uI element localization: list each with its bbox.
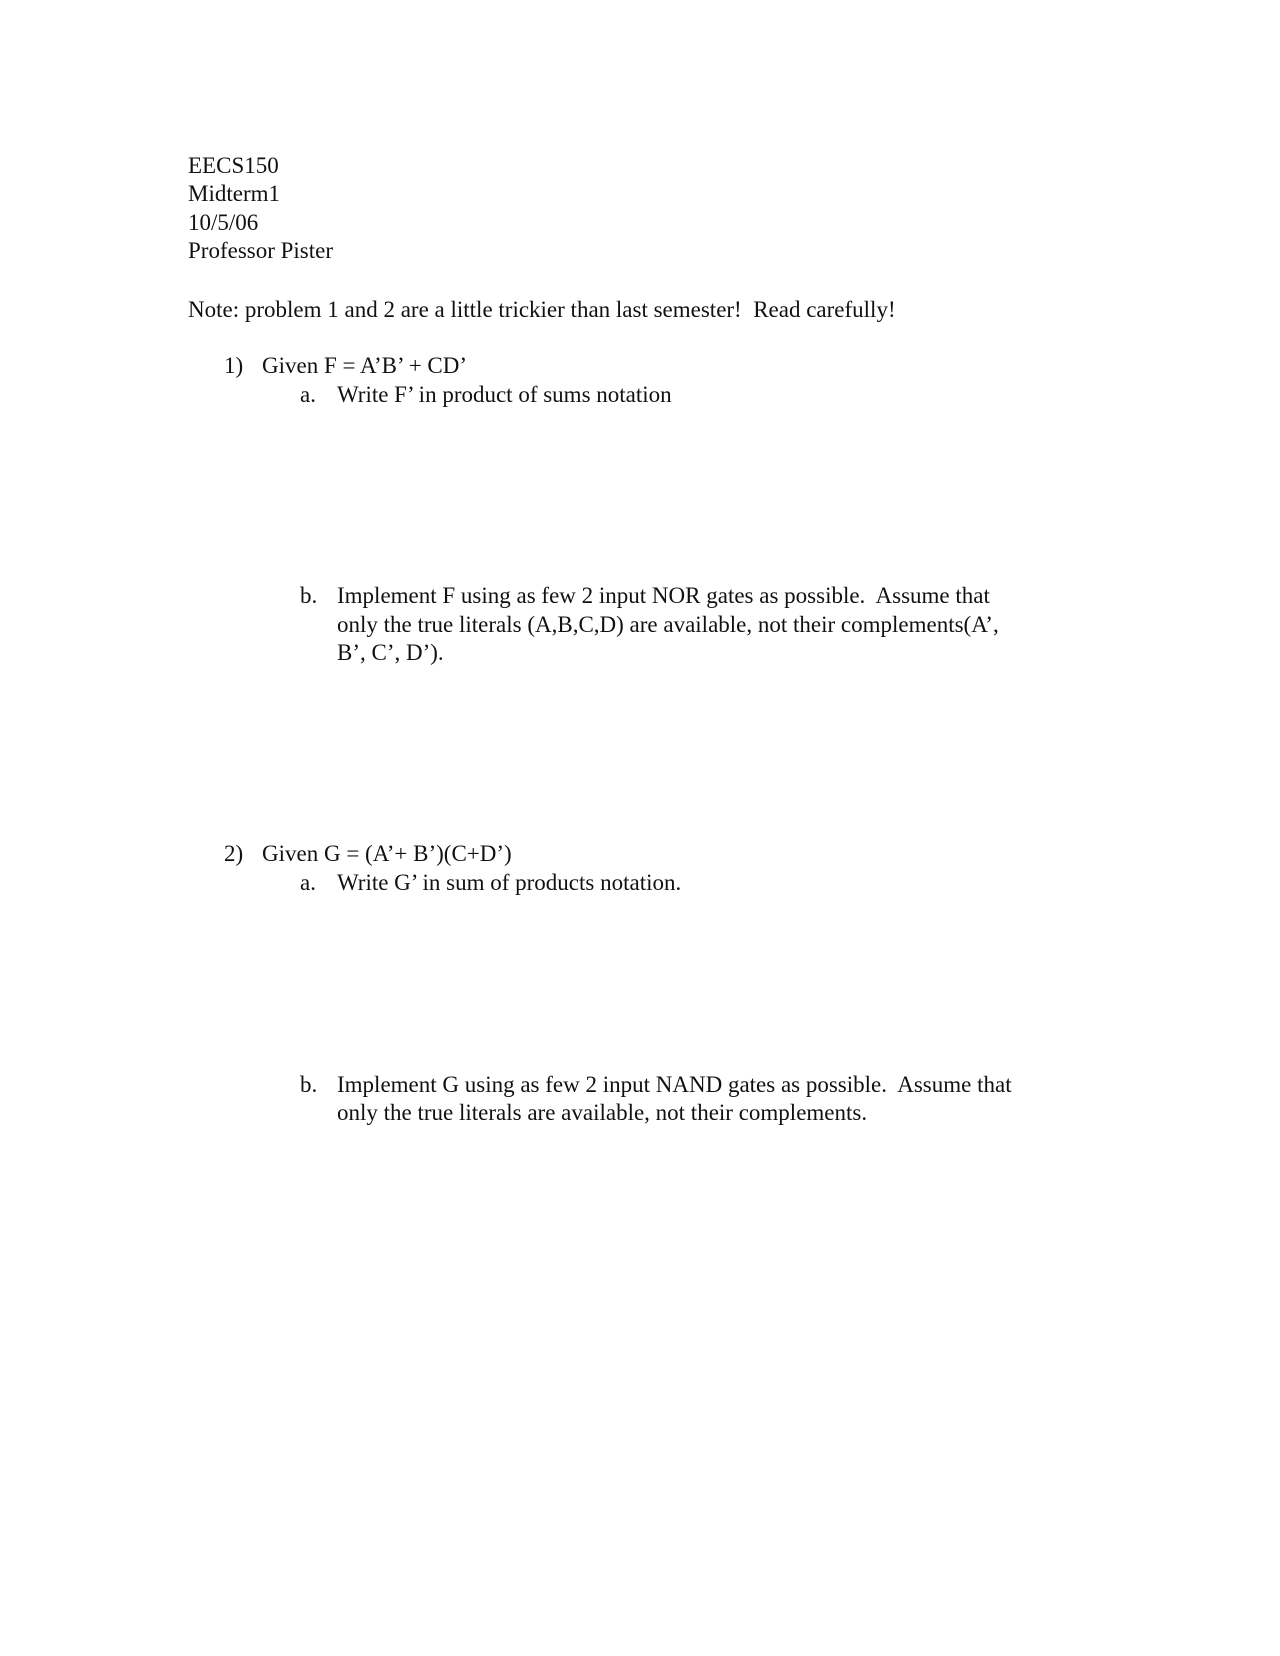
question-1b-text-line-1: Implement F using as few 2 input NOR gates as possible. Assume that xyxy=(337,583,990,608)
instructor-name: Professor Pister xyxy=(188,238,334,263)
question-2-number: 2) xyxy=(224,841,244,866)
question-2b-text-line-1: Implement G using as few 2 input NAND gates as possible. Assume that xyxy=(337,1072,1012,1097)
question-2b-text-line-2: only the true literals are available, not their complements. xyxy=(337,1100,868,1125)
question-2-text: Given G = (A’+ B’)(C+D’) xyxy=(262,841,512,866)
question-2b-letter: b. xyxy=(300,1072,318,1097)
question-1b-text-line-2: only the true literals (A,B,C,D) are available, not their complements(A’, xyxy=(337,612,999,637)
course-name: EECS150 xyxy=(188,153,279,178)
exam-title: Midterm1 xyxy=(188,181,280,206)
question-2a-letter: a. xyxy=(300,870,316,895)
question-1-text: Given F = A’B’ + CD’ xyxy=(262,353,468,378)
question-1a-letter: a. xyxy=(300,382,316,407)
question-1a-text: Write F’ in product of sums notation xyxy=(337,382,672,407)
question-1b-text-line-3: B’, C’, D’). xyxy=(337,640,444,665)
exam-note: Note: problem 1 and 2 are a little trickier than last semester! Read carefully! xyxy=(188,297,896,322)
question-2a-text: Write G’ in sum of products notation. xyxy=(337,870,682,895)
exam-date: 10/5/06 xyxy=(188,210,259,235)
question-1b-letter: b. xyxy=(300,583,318,608)
question-1-number: 1) xyxy=(224,353,244,378)
